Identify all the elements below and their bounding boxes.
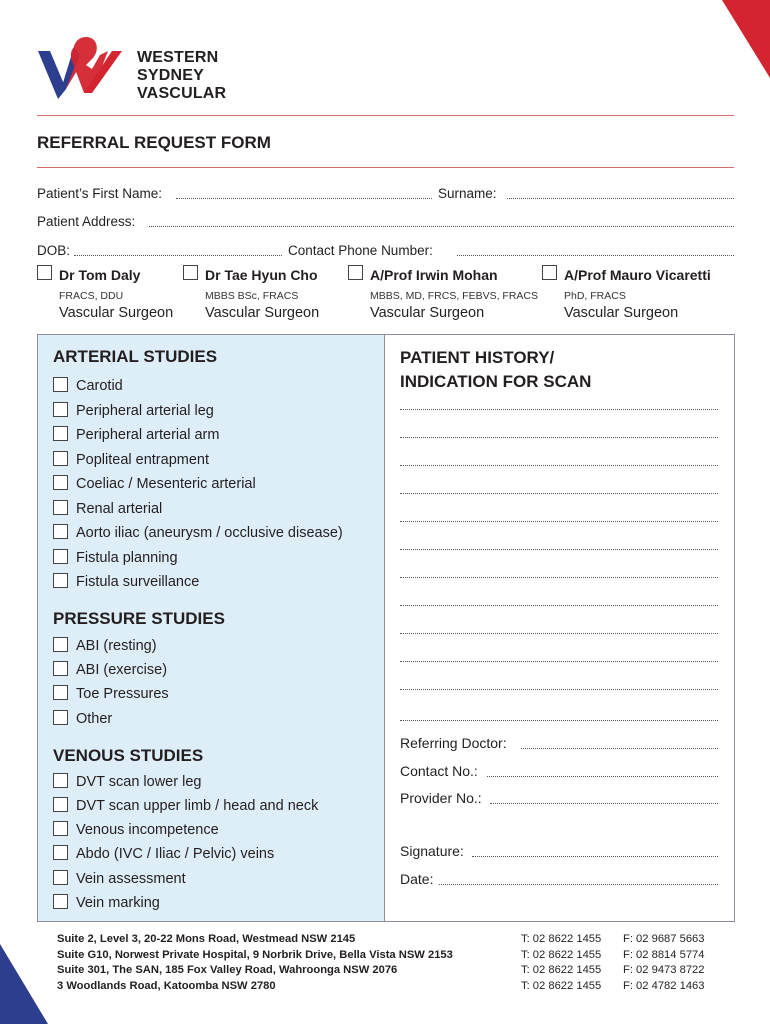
history-heading-line-2: INDICATION FOR SCAN (400, 372, 592, 391)
study-checkbox[interactable] (53, 894, 68, 909)
history-line[interactable] (400, 521, 718, 522)
footer-fax: F: 02 9473 8722 (623, 964, 705, 976)
doctor-quals: MBBS, MD, FRCS, FEBVS, FRACS (370, 290, 539, 302)
study-label: Venous incompetence (76, 822, 219, 838)
history-line[interactable] (400, 720, 718, 721)
date-field[interactable] (439, 884, 718, 885)
doctor-name: Dr Tae Hyun Cho (205, 267, 318, 283)
study-checkbox[interactable] (53, 845, 68, 860)
history-line[interactable] (400, 437, 718, 438)
venous-studies-heading: VENOUS STUDIES (53, 746, 204, 765)
footer-phone: T: 02 8622 1455 (521, 979, 602, 992)
study-checkbox[interactable] (53, 661, 68, 676)
history-heading (400, 346, 591, 394)
signature-field[interactable] (472, 856, 718, 857)
study-label: DVT scan upper limb / head and neck (76, 798, 319, 814)
footer-fax: F: 02 9687 5663 (623, 933, 705, 945)
header-divider (37, 115, 734, 116)
footer-faxes (623, 932, 705, 994)
footer-address: 3 Woodlands Road, Katoomba NSW 2780 (57, 979, 276, 992)
study-checkbox[interactable] (53, 475, 68, 490)
doctor-role: Vascular Surgeon (59, 305, 174, 321)
history-line[interactable] (400, 633, 718, 634)
corner-decoration-bottom-left (0, 944, 48, 1024)
history-line[interactable] (400, 577, 718, 578)
signature-label: Signature: (400, 843, 464, 859)
footer-fax: F: 02 4782 1463 (623, 979, 705, 992)
study-label: Fistula surveillance (76, 574, 200, 590)
history-line[interactable] (400, 549, 718, 550)
history-panel (385, 334, 735, 922)
brand-line-2: SYDNEY (137, 67, 204, 84)
doctor-name: A/Prof Mauro Vicaretti (564, 267, 711, 283)
doctor-quals: PhD, FRACS (564, 290, 626, 302)
doctor-quals: MBBS BSc, FRACS (205, 290, 299, 302)
study-checkbox[interactable] (53, 549, 68, 564)
footer-phone: T: 02 8622 1455 (521, 933, 602, 945)
history-line[interactable] (400, 409, 718, 410)
footer-phone: T: 02 8622 1455 (521, 948, 602, 961)
doctor-checkbox[interactable] (542, 265, 557, 280)
phone-label: Contact Phone Number: (288, 243, 433, 258)
arterial-studies-heading: ARTERIAL STUDIES (53, 347, 218, 366)
doctor-role: Vascular Surgeon (564, 305, 679, 321)
doctor-quals: FRACS, DDU (59, 290, 124, 302)
study-checkbox[interactable] (53, 870, 68, 885)
study-label: Renal arterial (76, 501, 163, 517)
wsv-logo-icon (36, 33, 132, 101)
corner-decoration-top-right (722, 0, 770, 78)
footer-address: Suite 301, The SAN, 185 Fox Valley Road, Wahroonga NSW 2076 (57, 964, 398, 976)
study-checkbox[interactable] (53, 710, 68, 725)
provider-no-field[interactable] (490, 803, 718, 804)
study-checkbox[interactable] (53, 402, 68, 417)
surname-label: Surname: (438, 186, 497, 201)
dob-field[interactable] (74, 255, 282, 256)
study-label: Peripheral arterial leg (76, 403, 214, 419)
study-label: Popliteal entrapment (76, 452, 209, 468)
provider-no-label: Provider No.: (400, 790, 482, 806)
footer-address: Suite G10, Norwest Private Hospital, 9 Norbrik Drive, Bella Vista NSW 2153 (57, 948, 453, 961)
doctor-role: Vascular Surgeon (370, 305, 485, 321)
study-checkbox[interactable] (53, 500, 68, 515)
contact-no-label: Contact No.: (400, 763, 478, 779)
study-label: Carotid (76, 378, 123, 394)
address-label: Patient Address: (37, 214, 136, 229)
referring-doctor-label: Referring Doctor: (400, 735, 507, 751)
doctor-role: Vascular Surgeon (205, 305, 320, 321)
study-label: ABI (exercise) (76, 662, 168, 678)
study-label: Fistula planning (76, 550, 178, 566)
dob-label: DOB: (37, 243, 71, 258)
study-label: Other (76, 711, 113, 727)
study-checkbox[interactable] (53, 821, 68, 836)
study-checkbox[interactable] (53, 524, 68, 539)
footer-addresses (57, 932, 453, 994)
doctor-checkbox[interactable] (37, 265, 52, 280)
surname-field[interactable] (507, 198, 734, 199)
study-checkbox[interactable] (53, 377, 68, 392)
study-checkbox[interactable] (53, 637, 68, 652)
study-label: Vein assessment (76, 871, 186, 887)
footer-address: Suite 2, Level 3, 20-22 Mons Road, Westmead NSW 2145 (57, 933, 356, 945)
study-label: ABI (resting) (76, 638, 157, 654)
doctor-checkbox[interactable] (348, 265, 363, 280)
study-label: Coeliac / Mesenteric arterial (76, 476, 256, 492)
study-label: Vein marking (76, 895, 160, 911)
study-label: DVT scan lower leg (76, 774, 202, 790)
history-line[interactable] (400, 493, 718, 494)
study-label: Abdo (IVC / Iliac / Pelvic) veins (76, 846, 275, 862)
first-name-label: Patient’s First Name: (37, 186, 163, 201)
date-label: Date: (400, 871, 434, 887)
doctor-name: A/Prof Irwin Mohan (370, 267, 498, 283)
history-line[interactable] (400, 661, 718, 662)
brand-line-1: WESTERN (137, 49, 219, 66)
footer-phone: T: 02 8622 1455 (521, 964, 602, 976)
history-line[interactable] (400, 605, 718, 606)
pressure-studies-heading: PRESSURE STUDIES (53, 609, 225, 628)
study-label: Aorto iliac (aneurysm / occlusive disease) (76, 525, 343, 541)
doctor-checkbox[interactable] (183, 265, 198, 280)
contact-no-field[interactable] (487, 776, 718, 777)
study-label: Peripheral arterial arm (76, 427, 220, 443)
study-checkbox[interactable] (53, 573, 68, 588)
brand-line-3: VASCULAR (137, 85, 227, 102)
footer-phones (521, 932, 601, 994)
study-label: Toe Pressures (76, 686, 169, 702)
phone-field[interactable] (457, 255, 734, 256)
first-name-field[interactable] (176, 198, 432, 199)
history-heading-line-1: PATIENT HISTORY/ (400, 348, 555, 367)
form-title: REFERRAL REQUEST FORM (37, 133, 271, 152)
address-field[interactable] (149, 226, 734, 227)
history-line[interactable] (400, 465, 718, 466)
study-checkbox[interactable] (53, 797, 68, 812)
brand-name (137, 49, 226, 103)
doctor-name: Dr Tom Daly (59, 267, 141, 283)
footer-fax: F: 02 8814 5774 (623, 948, 705, 961)
study-checkbox[interactable] (53, 773, 68, 788)
title-divider (37, 167, 734, 168)
study-checkbox[interactable] (53, 451, 68, 466)
study-checkbox[interactable] (53, 685, 68, 700)
history-line[interactable] (400, 689, 718, 690)
study-checkbox[interactable] (53, 426, 68, 441)
referring-doctor-field[interactable] (521, 748, 718, 749)
